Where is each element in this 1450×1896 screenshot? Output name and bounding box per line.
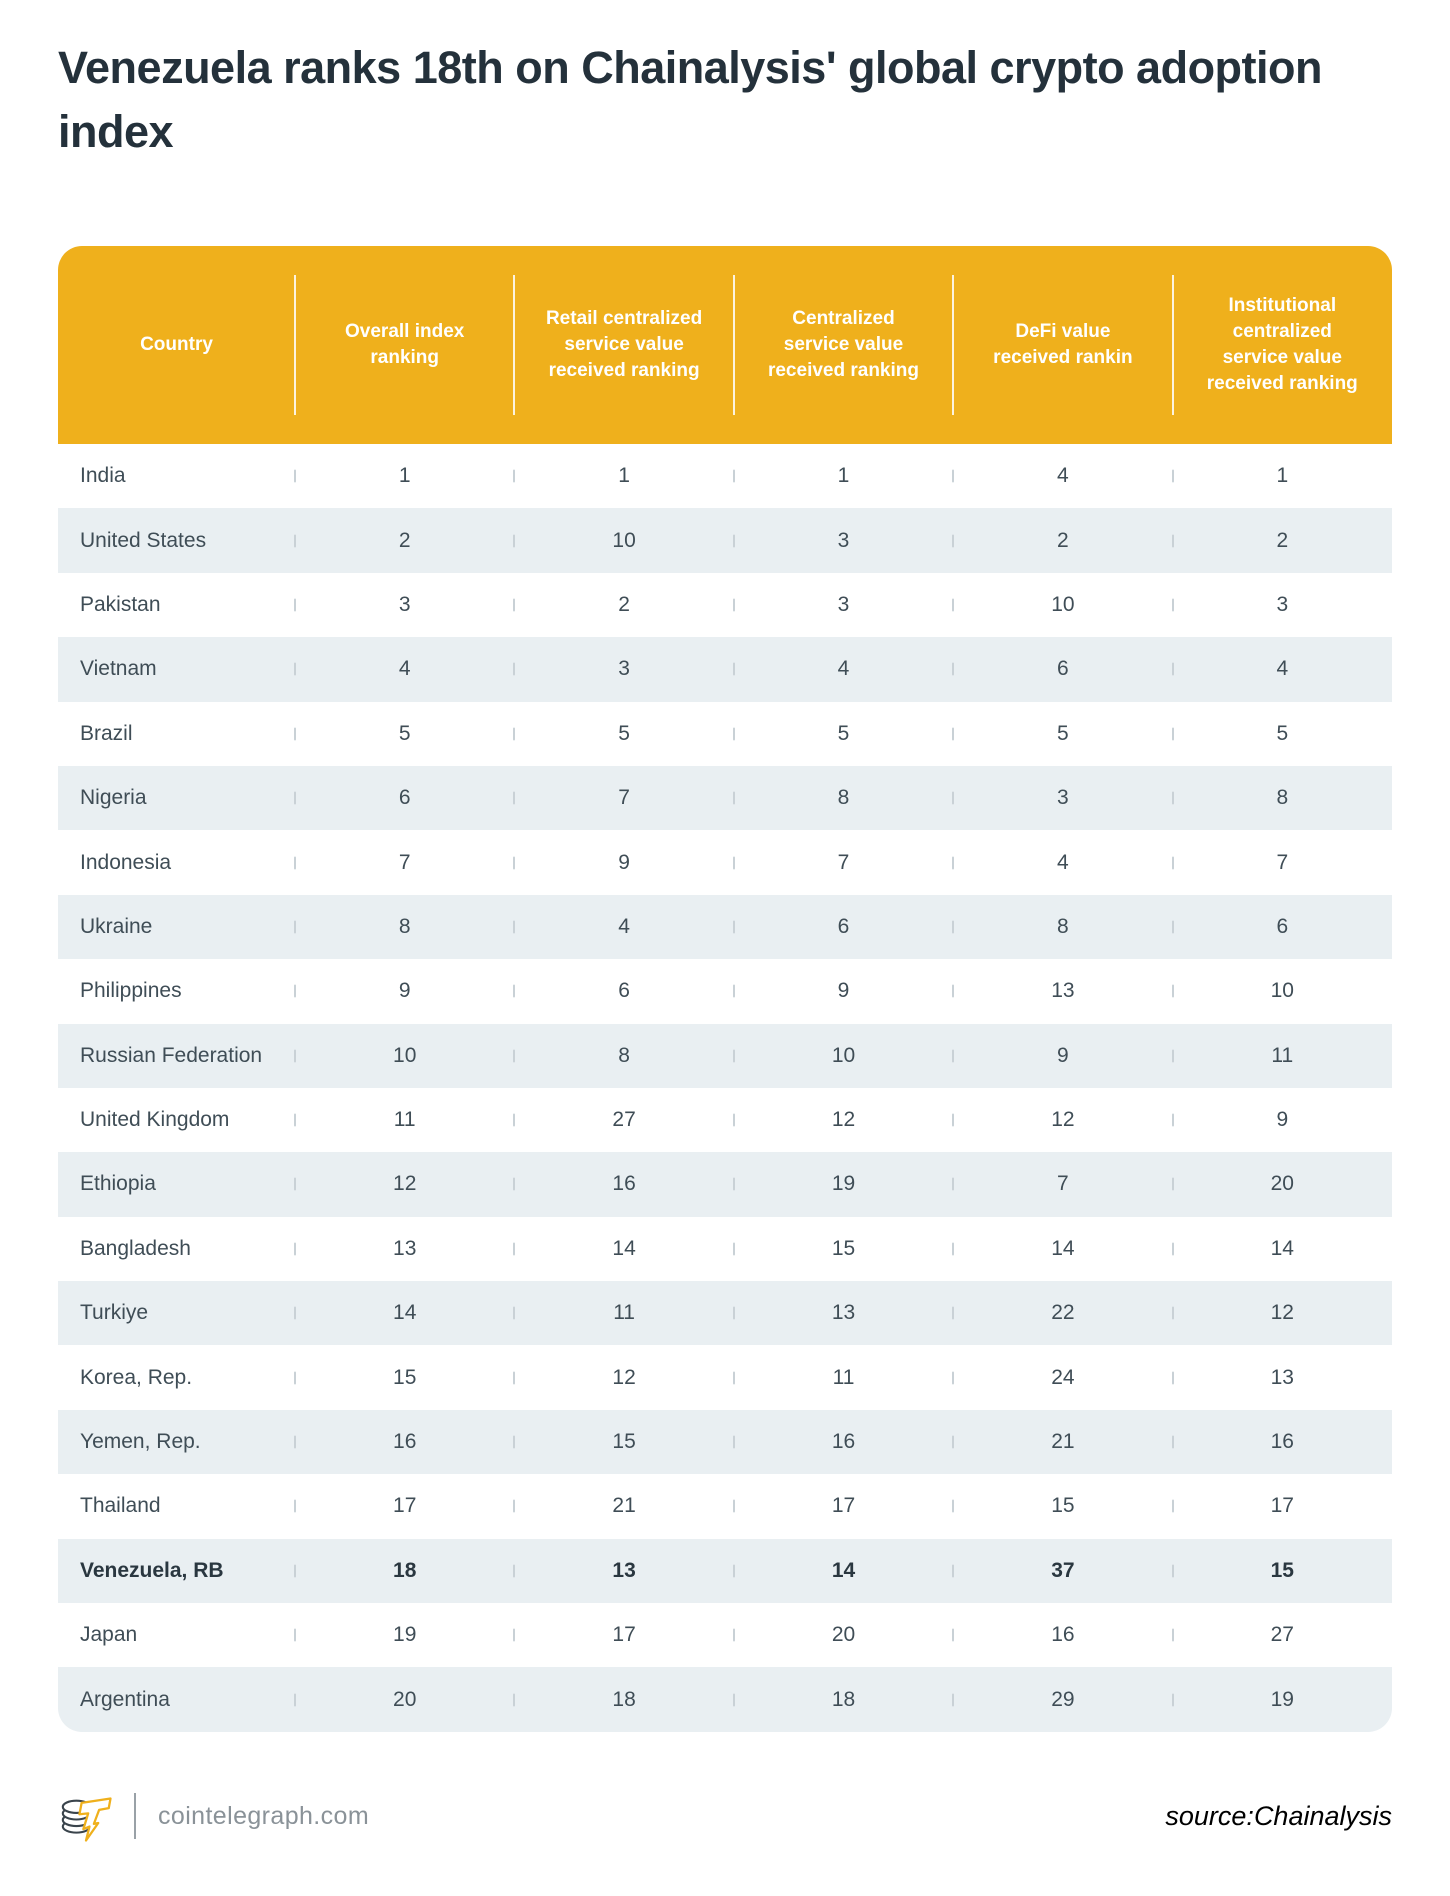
page-title: Venezuela ranks 18th on Chainalysis' global crypto adoption index — [58, 42, 1323, 157]
defi-cell: 29 — [953, 1667, 1172, 1731]
overall-index-cell: 7 — [295, 830, 514, 894]
defi-cell: 3 — [953, 766, 1172, 830]
centralized-cell: 17 — [734, 1474, 953, 1538]
institutional-cell: 10 — [1173, 959, 1392, 1023]
country-cell: Ethiopia — [80, 1172, 156, 1196]
table-body — [58, 444, 1392, 1732]
table-row — [58, 1345, 1392, 1409]
centralized-cell: 10 — [734, 1024, 953, 1088]
retail-centralized-cell: 2 — [514, 573, 733, 637]
defi-cell: 13 — [953, 959, 1172, 1023]
retail-centralized-cell: 6 — [514, 959, 733, 1023]
overall-index-cell: 14 — [295, 1281, 514, 1345]
centralized-cell: 8 — [734, 766, 953, 830]
cointelegraph-logo-icon — [58, 1788, 114, 1844]
defi-cell: 37 — [953, 1539, 1172, 1603]
source-label: source: — [1165, 1800, 1254, 1831]
institutional-cell: 7 — [1173, 830, 1392, 894]
table-row — [58, 1603, 1392, 1667]
table-row — [58, 766, 1392, 830]
retail-centralized-cell: 27 — [514, 1088, 733, 1152]
overall-index-cell: 19 — [295, 1603, 514, 1667]
institutional-cell: 13 — [1173, 1345, 1392, 1409]
table-row — [58, 508, 1392, 572]
table-row — [58, 1024, 1392, 1088]
table-row — [58, 830, 1392, 894]
defi-cell: 7 — [953, 1152, 1172, 1216]
retail-centralized-cell: 16 — [514, 1152, 733, 1216]
column-header-institutional: Institutional centralized service value received ranking — [1173, 246, 1392, 444]
centralized-cell: 14 — [734, 1539, 953, 1603]
retail-centralized-cell: 12 — [514, 1345, 733, 1409]
retail-centralized-cell: 14 — [514, 1217, 733, 1281]
institutional-cell: 5 — [1173, 702, 1392, 766]
overall-index-cell: 17 — [295, 1474, 514, 1538]
table-row — [58, 1088, 1392, 1152]
institutional-cell: 3 — [1173, 573, 1392, 637]
table-row — [58, 1152, 1392, 1216]
country-cell: Brazil — [80, 721, 133, 745]
centralized-cell: 4 — [734, 637, 953, 701]
institutional-cell: 17 — [1173, 1474, 1392, 1538]
footer-site-text: cointelegraph.com — [158, 1801, 370, 1830]
institutional-cell: 8 — [1173, 766, 1392, 830]
country-cell: Nigeria — [80, 786, 147, 810]
overall-index-cell: 15 — [295, 1345, 514, 1409]
centralized-cell: 9 — [734, 959, 953, 1023]
country-cell: Japan — [80, 1623, 138, 1647]
country-cell: Venezuela, RB — [80, 1558, 224, 1582]
table-row — [58, 444, 1392, 508]
retail-centralized-cell: 11 — [514, 1281, 733, 1345]
retail-centralized-cell: 1 — [514, 444, 733, 508]
centralized-cell: 13 — [734, 1281, 953, 1345]
defi-cell: 8 — [953, 895, 1172, 959]
defi-cell: 5 — [953, 702, 1172, 766]
footer-divider-line — [134, 1793, 136, 1839]
country-cell: Indonesia — [80, 850, 172, 874]
country-cell: Turkiye — [80, 1301, 149, 1325]
defi-cell: 21 — [953, 1410, 1172, 1474]
defi-cell: 4 — [953, 830, 1172, 894]
institutional-cell: 20 — [1173, 1152, 1392, 1216]
country-cell: Vietnam — [80, 657, 157, 681]
overall-index-cell: 6 — [295, 766, 514, 830]
defi-cell: 4 — [953, 444, 1172, 508]
overall-index-cell: 18 — [295, 1539, 514, 1603]
source-credit — [1165, 1801, 1392, 1832]
overall-index-cell: 3 — [295, 573, 514, 637]
retail-centralized-cell: 7 — [514, 766, 733, 830]
institutional-cell: 15 — [1173, 1539, 1392, 1603]
column-header-country: Country — [140, 334, 213, 355]
institutional-cell: 16 — [1173, 1410, 1392, 1474]
country-cell: Pakistan — [80, 592, 161, 616]
country-cell: Yemen, Rep. — [80, 1430, 201, 1454]
defi-cell: 22 — [953, 1281, 1172, 1345]
retail-centralized-cell: 17 — [514, 1603, 733, 1667]
column-header-centralized: Centralized service value received ranking — [734, 246, 953, 444]
institutional-cell: 4 — [1173, 637, 1392, 701]
institutional-cell: 27 — [1173, 1603, 1392, 1667]
table-row — [58, 959, 1392, 1023]
table-row — [58, 1410, 1392, 1474]
defi-cell: 12 — [953, 1088, 1172, 1152]
centralized-cell: 18 — [734, 1667, 953, 1731]
centralized-cell: 7 — [734, 830, 953, 894]
country-cell: Ukraine — [80, 914, 153, 938]
institutional-cell: 2 — [1173, 508, 1392, 572]
table-row — [58, 1217, 1392, 1281]
overall-index-cell: 16 — [295, 1410, 514, 1474]
overall-index-cell: 20 — [295, 1667, 514, 1731]
overall-index-cell: 11 — [295, 1088, 514, 1152]
table-header-row — [58, 246, 1392, 444]
defi-cell: 2 — [953, 508, 1172, 572]
country-cell: Bangladesh — [80, 1236, 191, 1260]
retail-centralized-cell: 18 — [514, 1667, 733, 1731]
overall-index-cell: 2 — [295, 508, 514, 572]
country-cell: Korea, Rep. — [80, 1365, 193, 1389]
centralized-cell: 15 — [734, 1217, 953, 1281]
institutional-cell: 1 — [1173, 444, 1392, 508]
institutional-cell: 19 — [1173, 1667, 1392, 1731]
country-cell: United Kingdom — [80, 1108, 230, 1132]
institutional-cell: 12 — [1173, 1281, 1392, 1345]
source-value: Chainalysis — [1253, 1800, 1392, 1831]
defi-cell: 16 — [953, 1603, 1172, 1667]
centralized-cell: 3 — [734, 508, 953, 572]
defi-cell: 24 — [953, 1345, 1172, 1409]
table-row — [58, 573, 1392, 637]
centralized-cell: 3 — [734, 573, 953, 637]
country-cell: Philippines — [80, 979, 182, 1003]
centralized-cell: 20 — [734, 1603, 953, 1667]
country-cell: Russian Federation — [80, 1043, 263, 1067]
country-cell: Thailand — [80, 1494, 161, 1518]
retail-centralized-cell: 15 — [514, 1410, 733, 1474]
defi-cell: 9 — [953, 1024, 1172, 1088]
retail-centralized-cell: 3 — [514, 637, 733, 701]
retail-centralized-cell: 4 — [514, 895, 733, 959]
table-row — [58, 702, 1392, 766]
centralized-cell: 11 — [734, 1345, 953, 1409]
column-header-defi: DeFi value received rankin — [953, 246, 1172, 444]
centralized-cell: 5 — [734, 702, 953, 766]
table-row — [58, 637, 1392, 701]
overall-index-cell: 12 — [295, 1152, 514, 1216]
retail-centralized-cell: 5 — [514, 702, 733, 766]
institutional-cell: 11 — [1173, 1024, 1392, 1088]
footer-brand — [58, 1788, 369, 1844]
centralized-cell: 19 — [734, 1152, 953, 1216]
retail-centralized-cell: 10 — [514, 508, 733, 572]
institutional-cell: 14 — [1173, 1217, 1392, 1281]
centralized-cell: 12 — [734, 1088, 953, 1152]
country-cell: India — [80, 464, 126, 488]
overall-index-cell: 13 — [295, 1217, 514, 1281]
defi-cell: 10 — [953, 573, 1172, 637]
centralized-cell: 6 — [734, 895, 953, 959]
overall-index-cell: 8 — [295, 895, 514, 959]
table-row — [58, 1281, 1392, 1345]
defi-cell: 15 — [953, 1474, 1172, 1538]
overall-index-cell: 9 — [295, 959, 514, 1023]
institutional-cell: 6 — [1173, 895, 1392, 959]
overall-index-cell: 5 — [295, 702, 514, 766]
country-cell: United States — [80, 528, 207, 552]
footer — [58, 1788, 1392, 1844]
column-header-retail-centralized: Retail centralized service value received ranking — [514, 246, 733, 444]
institutional-cell: 9 — [1173, 1088, 1392, 1152]
table-row — [58, 895, 1392, 959]
defi-cell: 6 — [953, 637, 1172, 701]
overall-index-cell: 1 — [295, 444, 514, 508]
table-row — [58, 1474, 1392, 1538]
centralized-cell: 1 — [734, 444, 953, 508]
crypto-adoption-table — [58, 246, 1392, 1732]
table-row — [58, 1539, 1392, 1603]
overall-index-cell: 4 — [295, 637, 514, 701]
defi-cell: 14 — [953, 1217, 1172, 1281]
retail-centralized-cell: 13 — [514, 1539, 733, 1603]
centralized-cell: 16 — [734, 1410, 953, 1474]
retail-centralized-cell: 21 — [514, 1474, 733, 1538]
column-header-overall-index: Overall index ranking — [295, 246, 514, 444]
retail-centralized-cell: 8 — [514, 1024, 733, 1088]
country-cell: Argentina — [80, 1687, 170, 1711]
table-row — [58, 1667, 1392, 1731]
retail-centralized-cell: 9 — [514, 830, 733, 894]
overall-index-cell: 10 — [295, 1024, 514, 1088]
